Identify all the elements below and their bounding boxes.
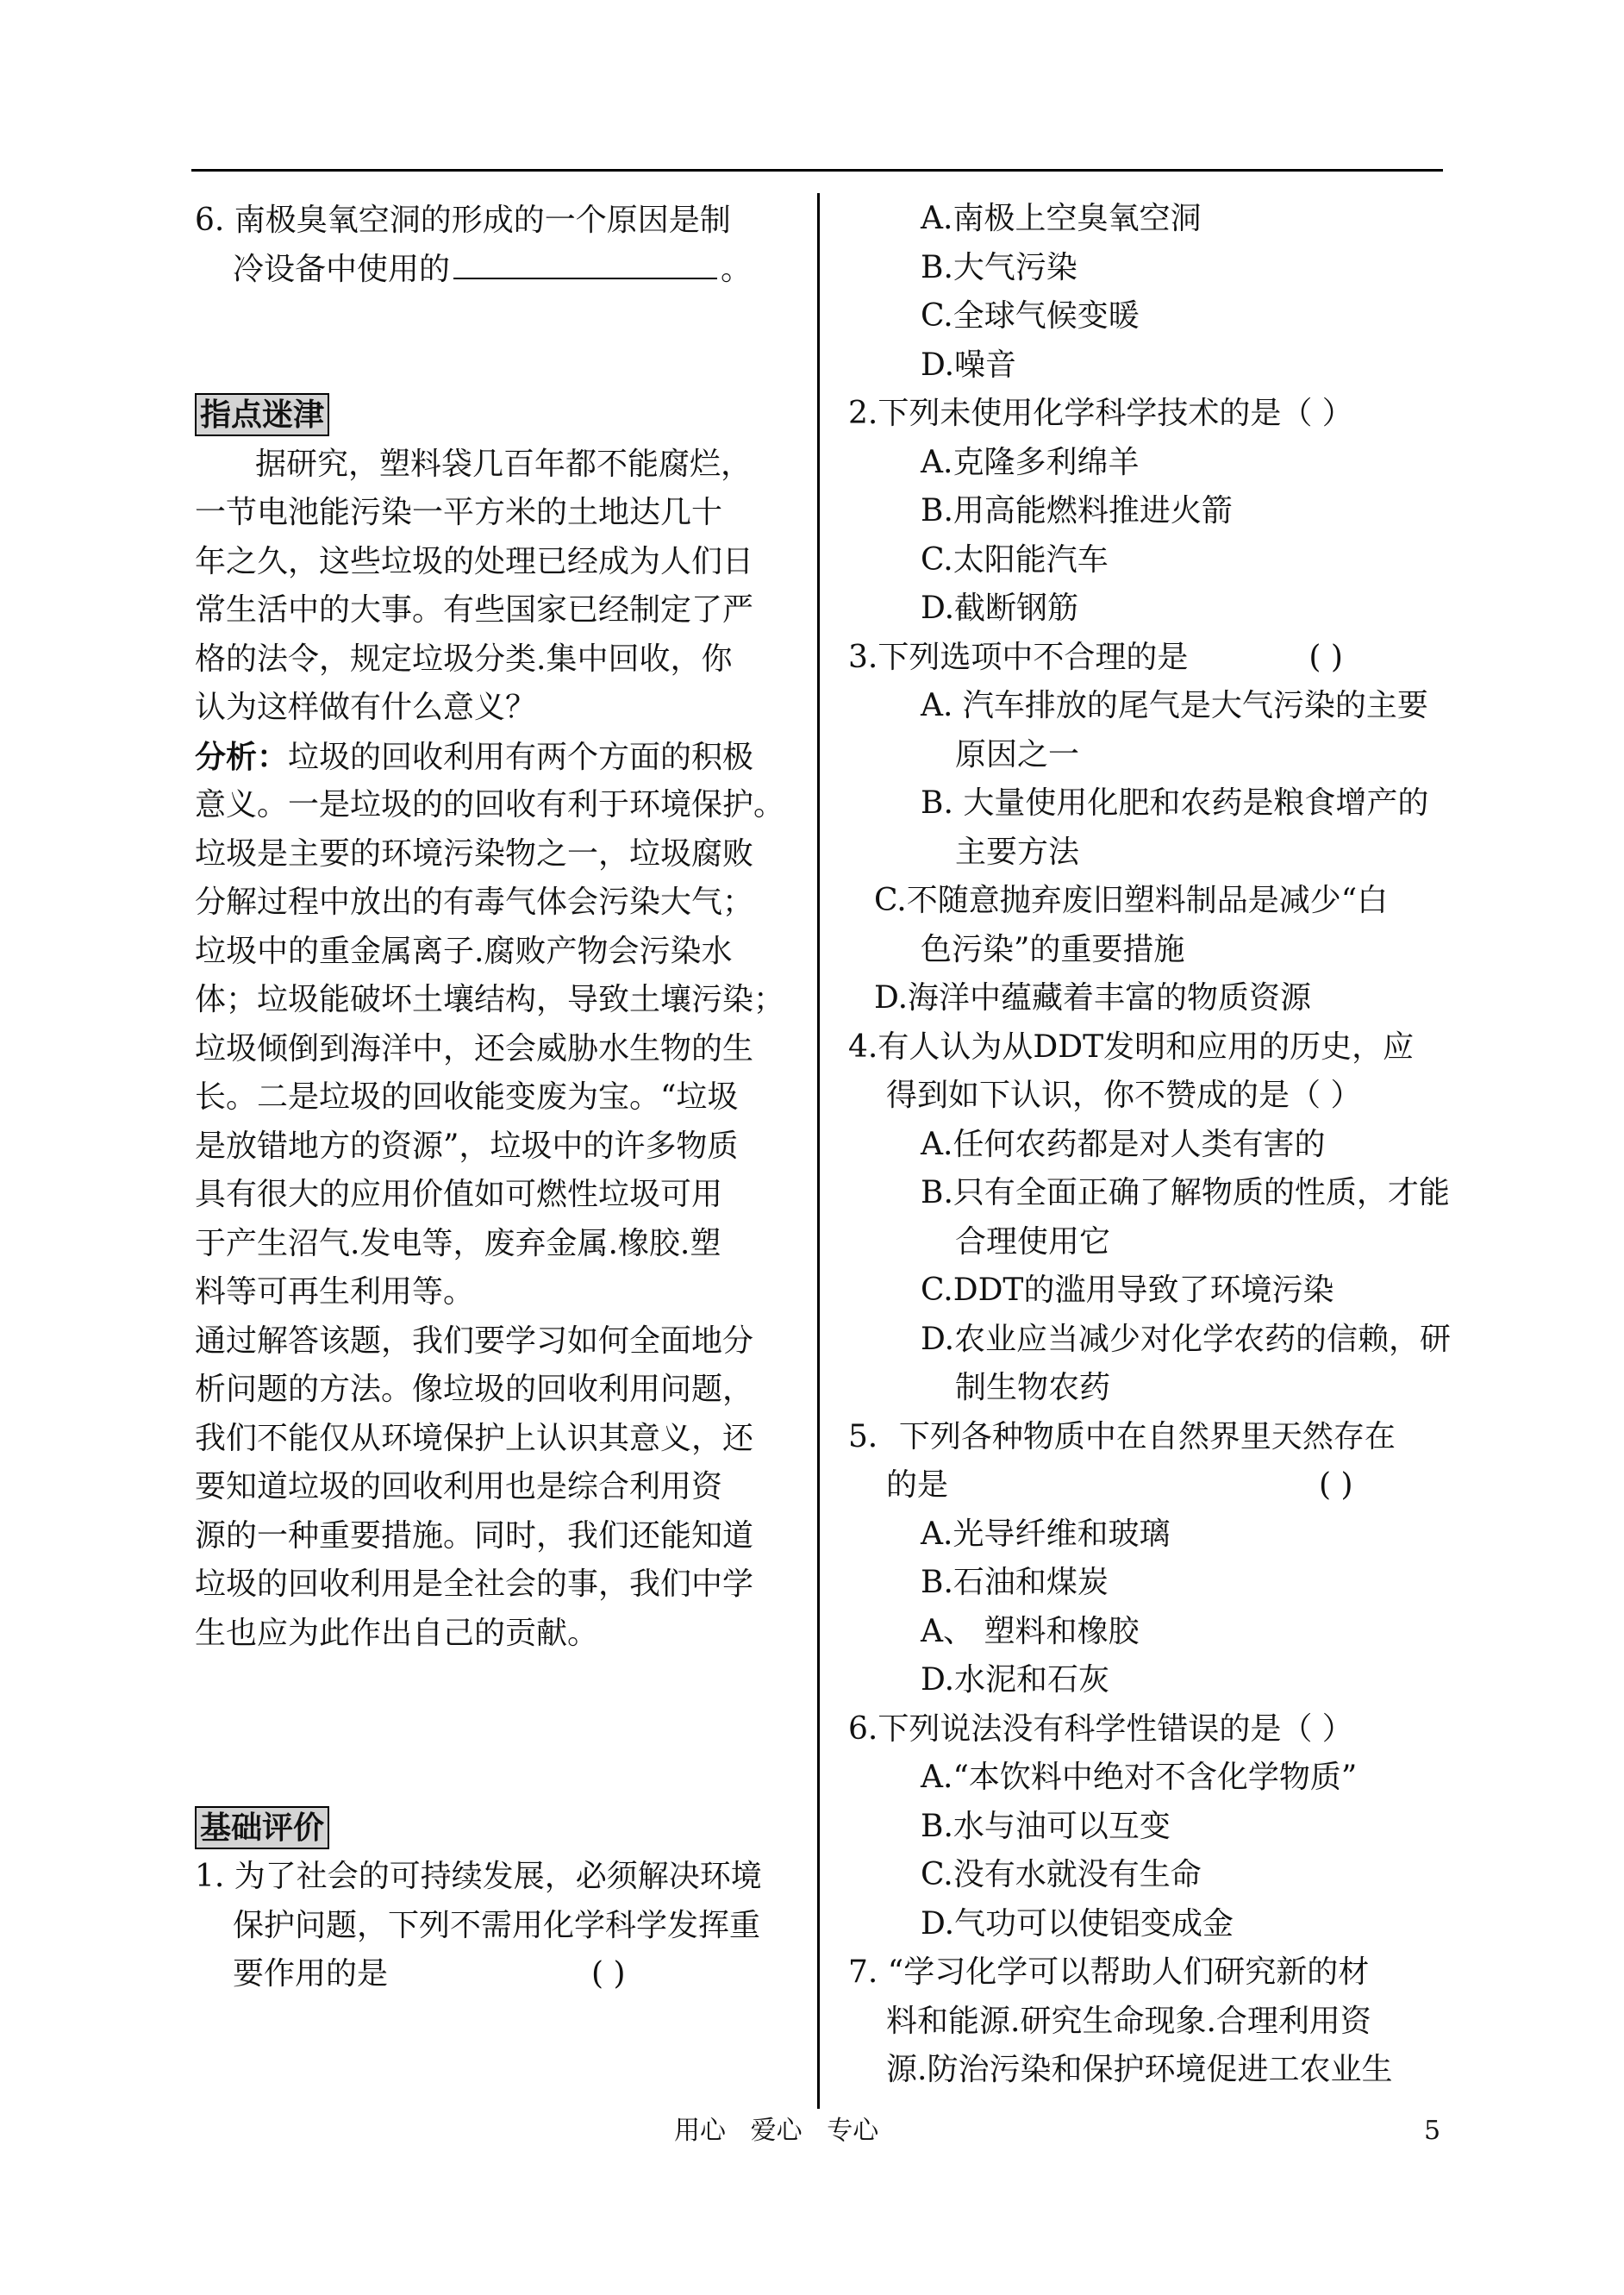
spacer: [195, 1755, 790, 1804]
spacer: [195, 1658, 790, 1707]
analysis-label: 分析：: [195, 738, 289, 775]
q5-option: A.光导纤维和玻璃: [921, 1516, 1171, 1552]
q4-option-b: B.只有全面正确了解物质的性质，才能: [921, 1175, 1450, 1210]
guide-question-line: 认为这样做有什么意义？: [195, 690, 537, 725]
q3-option-b-cont: 主要方法: [955, 834, 1080, 870]
analysis-line: 分解过程中放出的有毒气体会污染大气；: [195, 885, 754, 920]
analysis-line: 长。二是垃圾的回收能变废为宝。“垃圾: [195, 1079, 739, 1115]
q6-line2-after: 。: [721, 251, 753, 287]
q6-option: A.“本饮料中绝对不含化学物质”: [921, 1760, 1358, 1795]
analysis-first-line: [195, 733, 790, 782]
q5-stem-cont: 的是: [886, 1467, 949, 1503]
q1-answer-paren[interactable]: ( ): [591, 1956, 626, 1992]
q1-option: D.噪音: [921, 347, 1017, 383]
analysis-first: 垃圾的回收利用有两个方面的积极: [288, 739, 754, 775]
q1-line: 保护问题，下列不需用化学科学发挥重: [233, 1907, 761, 1943]
q5-stem-cont-line: [848, 1461, 1443, 1510]
analysis-line: 通过解答该题，我们要学习如何全面地分: [195, 1323, 754, 1359]
q6-option: C.没有水就没有生命: [921, 1857, 1202, 1892]
analysis-line: 是放错地方的资源”，垃圾中的许多物质: [195, 1128, 739, 1164]
q1-line: 1. 为了社会的可持续发展，必须解决环境: [195, 1859, 762, 1894]
analysis-line: 垃圾中的重金属离子.腐败产物会污染水: [195, 933, 733, 969]
q5-option: B.石油和煤炭: [921, 1565, 1109, 1600]
analysis-line: 垃圾是主要的环境污染物之一，垃圾腐败: [195, 835, 754, 872]
q6-line1: 6. 南极臭氧空洞的形成的一个原因是制: [195, 203, 731, 238]
q3-option-b: B. 大量使用化肥和农药是粮食增产的: [921, 785, 1429, 821]
q1-option: C.全球气候变暖: [921, 298, 1140, 334]
analysis-line: 垃圾倾倒到海洋中，还会威胁水生物的生: [195, 1030, 754, 1066]
q4-option-a: A.任何农药都是对人类有害的: [921, 1126, 1326, 1162]
guide-question-line: 年之久，这些垃圾的处理已经成为人们日: [195, 543, 754, 579]
column-divider: [817, 193, 820, 2109]
analysis-line: 于产生沼气.发电等，废弃金属.橡胶.塑: [195, 1225, 721, 1261]
guide-question-line: 一节电池能污染一平方米的土地达几十: [195, 495, 723, 530]
q2-option: D.截断钢筋: [921, 591, 1079, 626]
q6-option: D.气功可以使铝变成金: [921, 1905, 1234, 1942]
q4-option-d: D.农业应当减少对化学农药的信赖，研: [921, 1321, 1452, 1357]
q4-stem: 4.有人认为从DDT发明和应用的历史，应: [848, 1029, 1415, 1065]
q3-answer-paren[interactable]: ( ): [1309, 639, 1343, 675]
analysis-line: 具有很大的应用价值如可燃性垃圾可用: [195, 1177, 723, 1212]
q7-line: 源.防治污染和保护环境促进工农业生: [886, 2052, 1393, 2087]
basic-heading: 基础评价: [195, 1806, 329, 1849]
q4-option-b-cont: 合理使用它: [955, 1223, 1111, 1260]
guide-question-line: 格的法令，规定垃圾分类.集中回收，你: [195, 641, 733, 677]
header-rule: [191, 169, 1443, 172]
q1-line-last: [195, 1950, 790, 1999]
footer-motto: 用心 爱心 专心: [674, 2116, 879, 2146]
q4-stem-cont: 得到如下认识，你不赞成的是（ ）: [886, 1078, 1362, 1113]
q7-line: 7. “学习化学可以帮助人们研究新的材: [848, 1954, 1370, 1990]
spacer: [195, 294, 790, 343]
analysis-line: 源的一种重要措施。同时，我们还能知道: [195, 1517, 754, 1554]
q3-option-d: D.海洋中蕴藏着丰富的物质资源: [874, 980, 1312, 1016]
guide-question-line: 据研究，塑料袋几百年都不能腐烂，: [255, 446, 753, 482]
analysis-line: 料等可再生利用等。: [195, 1274, 475, 1310]
right-column: [848, 195, 1452, 2095]
q6-option: B.水与油可以互变: [921, 1808, 1171, 1844]
q3-option-c: C.不随意抛弃废旧塑料制品是减少“白: [874, 883, 1389, 918]
analysis-line: 垃圾的回收利用是全社会的事，我们中学: [195, 1566, 754, 1602]
analysis-line: 意义。一是垃圾的的回收有利于环境保护。: [195, 787, 785, 822]
guide-heading-line: [195, 391, 790, 441]
q2-option: A.克隆多利绵羊: [921, 444, 1140, 480]
guide-heading: 指点迷津: [195, 393, 329, 436]
q7-line: 料和能源.研究生命现象.合理利用资: [886, 2003, 1371, 2039]
q2-option: C.太阳能汽车: [921, 541, 1109, 578]
q6-answer-blank[interactable]: [453, 247, 717, 279]
guide-question-line: 常生活中的大事。有些国家已经制定了严: [195, 592, 754, 628]
left-column: [195, 197, 790, 1999]
q1-line: 要作用的是: [233, 1956, 389, 1992]
q2-stem: 2.下列未使用化学科学技术的是（ ）: [848, 396, 1353, 431]
q3-option-a: A. 汽车排放的尾气是大气污染的主要: [921, 688, 1428, 723]
spacer: [195, 1707, 790, 1756]
q5-answer-paren[interactable]: ( ): [1319, 1467, 1353, 1503]
q3-option-c-cont: 色污染”的重要措施: [921, 931, 1185, 967]
analysis-line: 体；垃圾能破坏土壤结构，导致土壤污染；: [195, 982, 785, 1017]
q1-option: B.大气污染: [921, 249, 1077, 285]
q3-option-a-cont: 原因之一: [955, 736, 1080, 772]
analysis-line: 要知道垃圾的回收利用也是综合利用资: [195, 1469, 723, 1504]
q6-line2: [195, 246, 790, 295]
q4-option-c: C.DDT的滥用导致了环境污染: [921, 1273, 1334, 1308]
q2-option: B.用高能燃料推进火箭: [921, 493, 1233, 528]
q5-option: A、 塑料和橡胶: [921, 1613, 1140, 1649]
spacer: [195, 343, 790, 392]
analysis-line: 析问题的方法。像垃圾的回收利用问题，: [195, 1372, 754, 1407]
q5-option: D.水泥和石灰: [921, 1662, 1110, 1698]
q5-stem: 5．下列各种物质中在自然界里天然存在: [848, 1418, 1396, 1454]
basic-heading-line: [195, 1804, 790, 1854]
analysis-line: 我们不能仅从环境保护上认识其意义，还: [195, 1420, 754, 1456]
analysis-line: 生也应为此作出自己的贡献。: [195, 1615, 599, 1651]
q3-stem: 3.下列选项中不合理的是: [848, 639, 1189, 675]
page-number: 5: [1424, 2116, 1441, 2146]
q1-option: A.南极上空臭氧空洞: [921, 201, 1202, 236]
q3-stem-line: [848, 634, 1443, 683]
q6-line2-before: 冷设备中使用的: [233, 251, 451, 287]
q6-stem: 6.下列说法没有科学性错误的是（ ）: [848, 1710, 1353, 1747]
q4-option-d-cont: 制生物农药: [955, 1370, 1111, 1405]
